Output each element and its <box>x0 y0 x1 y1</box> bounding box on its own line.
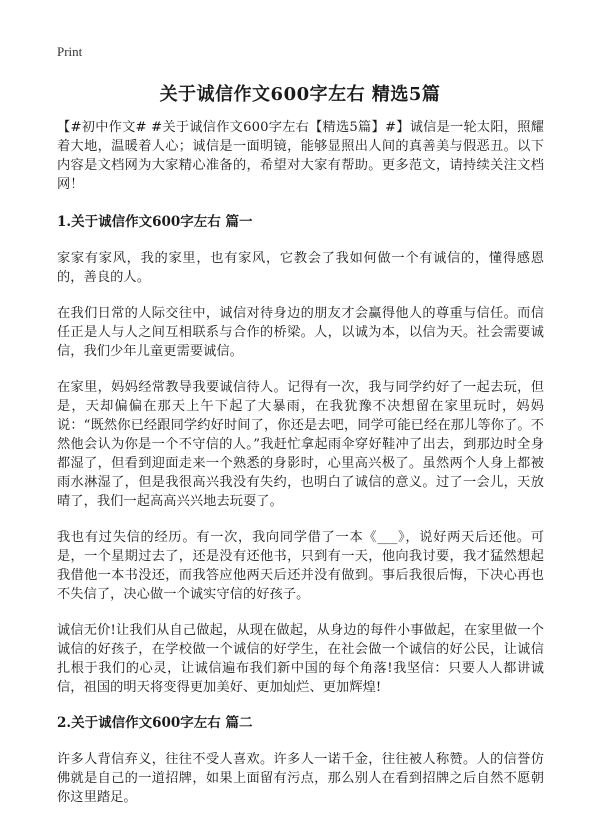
paragraph: 诚信无价!让我们从自己做起，从现在做起，从身边的每件小事做起，在家里做一个诚信的好孩子，在学校做一个诚信的好学生，在社会做一个诚信的好公民，让诚信扎根于我们的心灵，让诚信遍布我们新中国的每个角落!我坚信：只要人人都讲诚信，祖国的明天将变得更加美好、更加灿烂、更加辉煌! <box>57 623 544 695</box>
paragraph: 在家里，妈妈经常教导我要诚信待人。记得有一次，我与同学约好了一起去玩，但是，天却偏偏在那天上午下起了大暴雨，在我犹豫不决想留在家里玩时，妈妈说：“既然你已经跟同学约好时间了，你还是去吧，同学可能已经在那儿等你了。不然他会认为你是一个不守信的人。”我赶忙拿起雨伞穿好鞋冲了出去，到那边时全身都湿了，但看到迎面走来一个熟悉的身影时，心里高兴极了。虽然两个人身上都被雨水淋湿了，但是我很高兴我没有失约，也明白了诚信的意义。过了一会儿，天放晴了，我们一起高高兴兴地去玩耍了。 <box>57 380 544 509</box>
paragraph: 家家有家风，我的家里，也有家风，它教会了我如何做一个有诚信的，懂得感恩的，善良的人。 <box>57 251 544 285</box>
document-body <box>57 118 544 824</box>
paragraph: 许多人背信弃义，往往不受人喜欢。许多人一诺千金，往往被人称赞。人的信誉仿佛就是自己的一道招牌，如果上面留有污点，那么别人在看到招牌之后自然不愿朝你这里踏足。 <box>57 752 544 805</box>
section-2 <box>57 714 544 807</box>
paragraph: 在我们日常的人际交往中，诚信对待身边的朋友才会赢得他人的尊重与信任。而信任正是人与人之间互相联系与合作的桥梁。人，以诚为本，以信为天。社会需要诚信，我们少年儿童更需要诚信。 <box>57 306 544 359</box>
intro-paragraph: 【#初中作文# #关于诚信作文600字左右【精选5篇】#】诚信是一轮太阳，照耀着大地，温暖着人心；诚信是一面明镜，能够显照出人间的真善美与假恶丑。以下内容是文档网为大家精心准备的，希望对大家有帮助。更多范文，请持续关注文档网！ <box>57 120 544 192</box>
paragraph: 我也有过失信的经历。有一次，我向同学借了一本《___》，说好两天后还他。可是，一个星期过去了，还是没有还他书，只到有一天，他向我讨要，我才猛然想起我借他一本书没还，而我答应他两天后还并没有做到。事后我很后悔，下决心再也不失信了，决心做一个诚实守信的好孩子。 <box>57 530 544 602</box>
section-heading: 2.关于诚信作文600字左右 篇二 <box>57 715 253 731</box>
print-label: Print <box>57 44 83 59</box>
section-heading: 1.关于诚信作文600字左右 篇一 <box>57 214 253 230</box>
section-1 <box>57 213 544 697</box>
page-title: 关于诚信作文600字左右 精选5篇 <box>159 84 441 105</box>
